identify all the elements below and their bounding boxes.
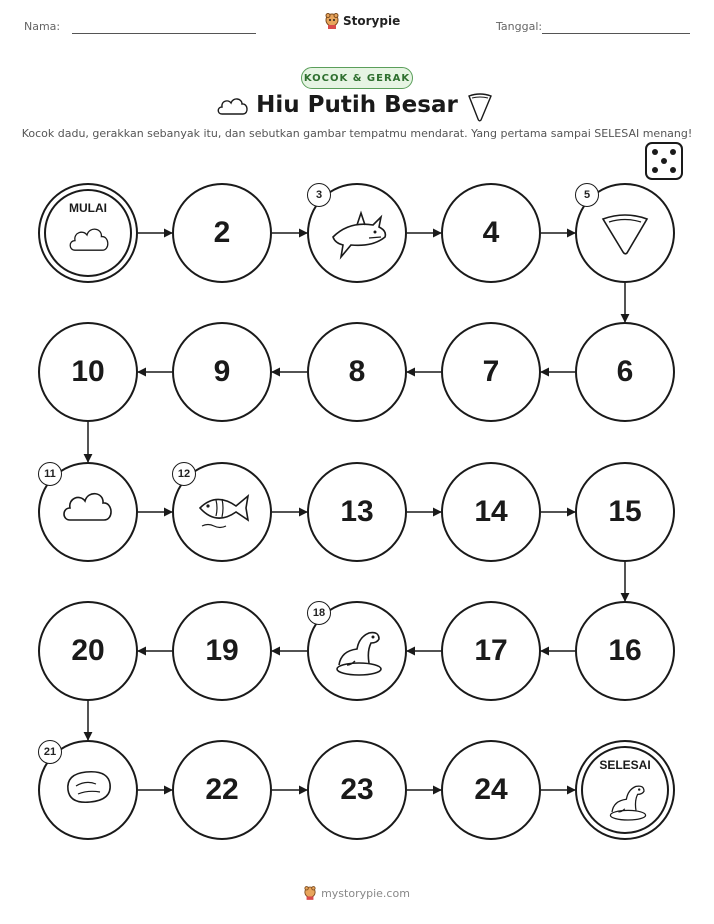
- storypie-logo-icon: [304, 886, 316, 900]
- meat-icon: [60, 764, 116, 814]
- board-space-17: [441, 601, 541, 701]
- board-space-4: [441, 183, 541, 283]
- space-number: 17: [474, 634, 508, 667]
- space-number: 9: [213, 355, 231, 388]
- cloud-icon: [67, 223, 112, 258]
- space-number: 4: [482, 216, 500, 249]
- board-space-19: [172, 601, 272, 701]
- start-label: MULAI: [69, 201, 107, 215]
- space-number: 15: [608, 495, 642, 528]
- finish-space: [575, 740, 675, 840]
- seal-icon: [604, 780, 650, 825]
- board-space-12: [172, 462, 272, 562]
- board-space-24: [441, 740, 541, 840]
- board-space-10: [38, 322, 138, 422]
- space-number: 2: [213, 216, 231, 249]
- space-number-badge: 11: [38, 462, 62, 486]
- shark-icon: [329, 207, 389, 267]
- space-number: 22: [205, 773, 239, 806]
- space-number: 24: [474, 773, 508, 806]
- board-space-11: [38, 462, 138, 562]
- space-number: 6: [616, 355, 634, 388]
- name-label: Nama:: [24, 20, 61, 33]
- board-space-14: [441, 462, 541, 562]
- fish-icon: [194, 486, 252, 536]
- space-number: 13: [340, 495, 374, 528]
- board-space-8: [307, 322, 407, 422]
- board-space-5: [575, 183, 675, 283]
- board-space-7: [441, 322, 541, 422]
- space-number: 7: [482, 355, 500, 388]
- page-title: Hiu Putih Besar: [256, 92, 458, 118]
- space-number: 16: [608, 634, 642, 667]
- space-number: 8: [348, 355, 366, 388]
- space-number: 19: [205, 634, 239, 667]
- instructions: Kocok dadu, gerakkan sebanyak itu, dan sebutkan gambar tempatmu mendarat. Yang pertama sampai SELESAI menang!: [21, 127, 693, 140]
- board-space-23: [307, 740, 407, 840]
- board-space-22: [172, 740, 272, 840]
- board-space-16: [575, 601, 675, 701]
- space-number: 23: [340, 773, 374, 806]
- shark-tooth-icon: [597, 207, 653, 261]
- space-number-badge: 21: [38, 740, 62, 764]
- board-space-21: [38, 740, 138, 840]
- space-number-badge: 18: [307, 601, 331, 625]
- date-label: Tanggal:: [496, 20, 543, 33]
- board-space-18: [307, 601, 407, 701]
- board-space-3: [307, 183, 407, 283]
- footer: [0, 886, 714, 900]
- cloud-icon: [60, 486, 116, 530]
- board-space-2: [172, 183, 272, 283]
- board-space-6: [575, 322, 675, 422]
- space-number: 14: [474, 495, 508, 528]
- space-number: 20: [71, 634, 105, 667]
- space-number: 10: [71, 355, 105, 388]
- board-space-13: [307, 462, 407, 562]
- board-space-9: [172, 322, 272, 422]
- start-space: [38, 183, 138, 283]
- space-number-badge: 3: [307, 183, 331, 207]
- finish-label: SELESAI: [599, 758, 651, 772]
- board-space-15: [575, 462, 675, 562]
- board-space-20: [38, 601, 138, 701]
- seal-icon: [329, 625, 387, 681]
- category-badge: KOCOK & GERAK: [301, 67, 413, 89]
- space-number-badge: 5: [575, 183, 599, 207]
- brand-name: Storypie: [343, 14, 401, 28]
- footer-url: mystorypie.com: [321, 886, 410, 900]
- space-number-badge: 12: [172, 462, 196, 486]
